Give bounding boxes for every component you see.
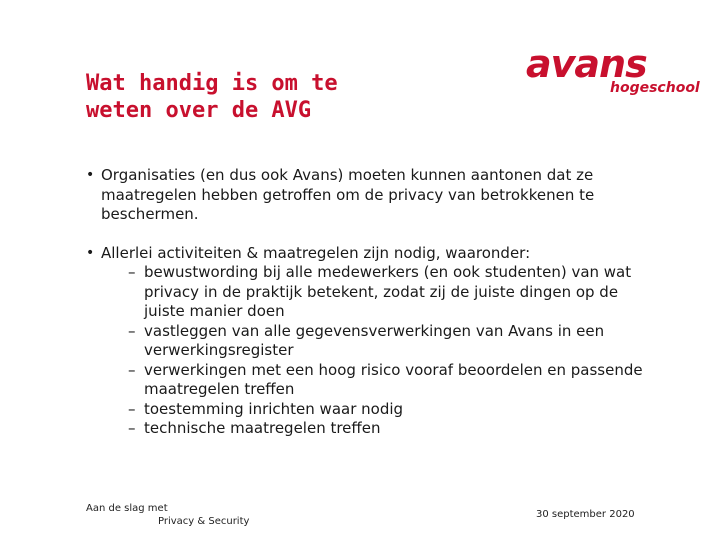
slide-content	[86, 166, 646, 458]
footer-course-line-1: Aan de slag met	[86, 503, 168, 514]
bullet-text: Organisaties (en dus ook Avans) moeten kunnen aantonen dat ze maatregelen hebben getroffen om de privacy van betrokkenen te beschermen.	[101, 166, 595, 223]
footer-course	[86, 502, 249, 528]
slide-title-line-2: weten over de AVG	[86, 98, 312, 123]
dash-marker: –	[128, 263, 136, 281]
logo-subtitle: hogeschool	[610, 80, 700, 96]
bullet-item-1	[86, 166, 646, 225]
bullet-text: Allerlei activiteiten & maatregelen zijn nodig, waaronder:	[101, 243, 531, 262]
footer-date: 30 september 2020	[536, 509, 635, 520]
bullet-item-2	[86, 244, 646, 439]
sub-item	[101, 419, 646, 439]
dash-marker: –	[128, 419, 136, 437]
bullet-marker: •	[86, 167, 95, 183]
sub-item-text: technische maatregelen treffen	[144, 419, 381, 437]
sub-item	[101, 263, 646, 322]
dash-marker: –	[128, 360, 136, 379]
sub-item-text: bewustwording bij alle medewerkers (en ook studenten) van wat privacy in de praktijk betekent, zodat zij de juiste dingen op de juiste manier doen	[144, 263, 632, 320]
sub-item-text: verwerkingen met een hoog risico vooraf beoordelen en passende maatregelen treffen	[144, 360, 643, 398]
sub-item-text: toestemming inrichten waar nodig	[144, 399, 404, 418]
sub-item	[101, 400, 646, 420]
slide-title	[86, 70, 466, 124]
sub-item-text: vastleggen van alle gegevensverwerkingen van Avans in een verwerkingsregister	[144, 321, 605, 359]
logo-wordmark: avans	[526, 42, 647, 86]
avans-logo	[526, 42, 700, 98]
slide-title-line-1: Wat handig is om te	[86, 71, 338, 96]
bullet-marker: •	[86, 244, 95, 261]
dash-marker: –	[128, 321, 136, 340]
footer-course-line-2: Privacy & Security	[158, 516, 250, 527]
sub-item	[101, 361, 646, 400]
sub-item	[101, 322, 646, 361]
dash-marker: –	[128, 399, 136, 418]
